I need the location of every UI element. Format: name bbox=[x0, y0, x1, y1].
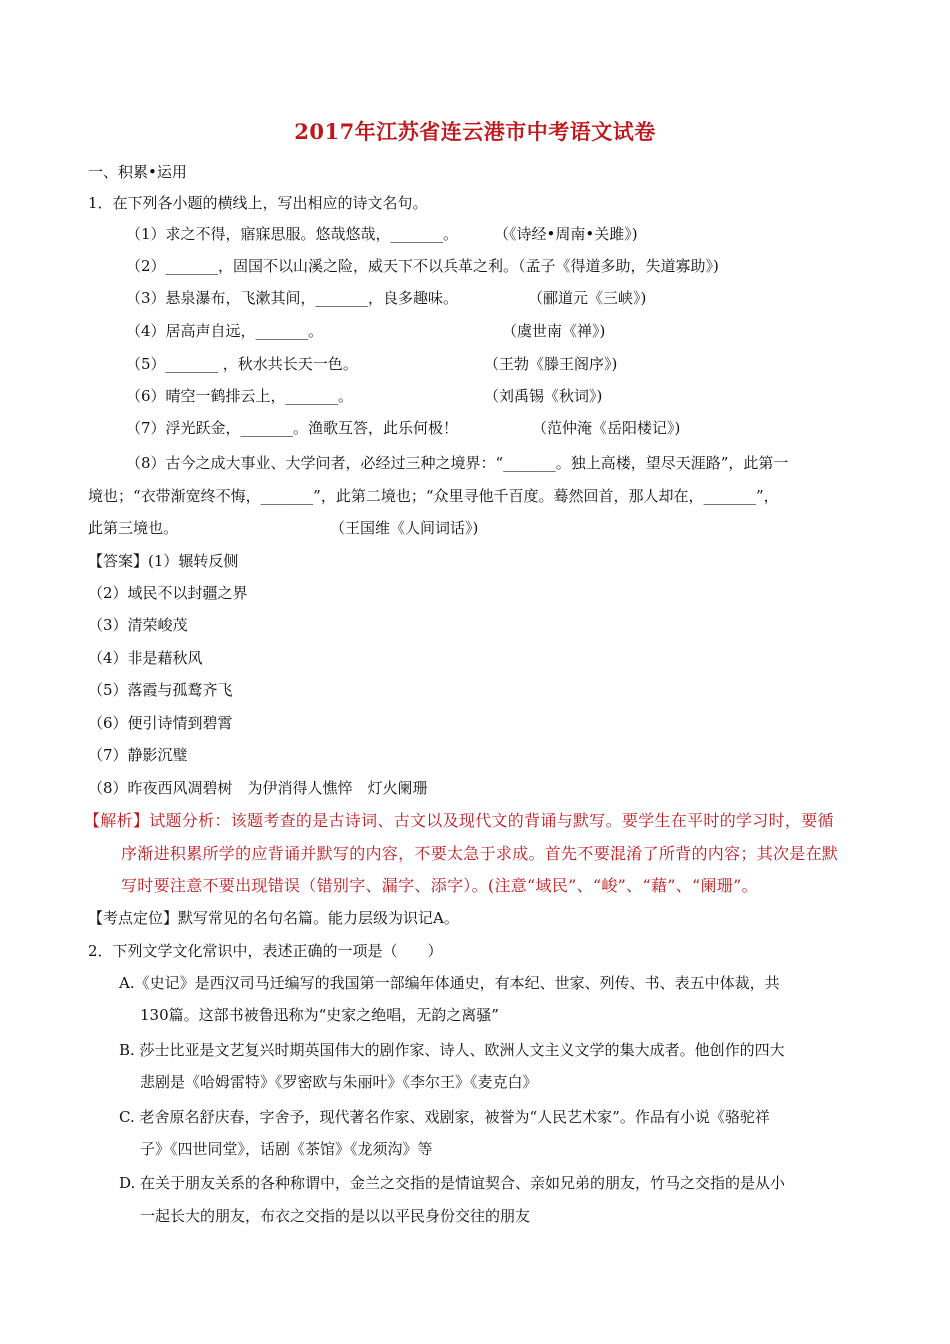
option-b-line2: 悲剧是《哈姆雷特》《罗密欧与朱丽叶》《李尔王》《麦克白》 bbox=[140, 1073, 538, 1091]
q1-item-text: （4）居高声自远，_______。 bbox=[126, 322, 324, 340]
question-1-stem: 1．在下列各小题的横线上，写出相应的诗文名句。 bbox=[88, 194, 428, 212]
answer-item: （8）昨夜西风凋碧树 为伊消得人憔悴 灯火阑珊 bbox=[88, 779, 428, 797]
q1-item-2 bbox=[126, 254, 719, 278]
answer-label: 【答案】(1）辗转反侧 bbox=[88, 552, 239, 570]
q1-item-4 bbox=[126, 319, 323, 343]
analysis-line-2: 序渐进积累所学的应背诵并默写的内容，不要太急于求成。首先不要混淆了所背的内容；其次是在默 bbox=[121, 844, 839, 863]
q1-item-5 bbox=[126, 352, 358, 376]
q1-item-text: （6）晴空一鹤排云上，_______。 bbox=[126, 387, 354, 405]
q1-item-3-source: （郦道元《三峡》) bbox=[528, 289, 647, 307]
page-title: 2017年江苏省连云港市中考语文试卷 bbox=[294, 119, 656, 144]
option-c-line2: 子》《四世同堂》，话剧《茶馆》《龙须沟》等 bbox=[140, 1140, 433, 1158]
option-c-line1: C. 老舍原名舒庆春，字舍予，现代著名作家、戏剧家，被誉为“人民艺术家”。作品有小说《骆驼祥 bbox=[119, 1108, 770, 1126]
option-a-line1: A.《史记》是西汉司马迁编写的我国第一部编年体通史，有本纪、世家、列传、书、表五中体裁，共 bbox=[119, 974, 780, 992]
q1-item-text: （3）悬泉瀑布，飞漱其间，_______，良多趣味。 bbox=[126, 289, 459, 307]
q1-item-1 bbox=[126, 222, 458, 246]
answer-item: （7）静影沉璧 bbox=[88, 746, 188, 764]
q1-item-8-line2: 境也；“衣带渐宽终不悔，_______”，此第二境也；“众里寻他千百度。蓦然回首，那人却在，_______”， bbox=[88, 487, 779, 505]
q1-item-7-source: （范仲淹《岳阳楼记》) bbox=[532, 419, 681, 437]
option-d-line2: 一起长大的朋友，布衣之交指的是以以平民身份交往的朋友 bbox=[140, 1207, 531, 1225]
q1-item-text: （7）浮光跃金，_______。渔歌互答，此乐何极！ bbox=[126, 419, 459, 437]
q1-item-7 bbox=[126, 416, 458, 440]
q1-item-text: （5）_______ ，秋水共长天一色。 bbox=[126, 355, 358, 373]
q1-item-8-line3: 此第三境也。 bbox=[88, 519, 179, 537]
section-heading: 一、积累•运用 bbox=[88, 163, 187, 181]
q1-item-6 bbox=[126, 384, 353, 408]
q1-item-text: （1）求之不得，寤寐思服。悠哉悠哉，_______。 bbox=[126, 225, 459, 243]
answer-item: （3）清荣峻茂 bbox=[88, 616, 188, 634]
q1-item-8-line1: （8）古今之成大事业、大学问者，必经过三种之境界：“_______。独上高楼，望尽天涯路”，此第一 bbox=[126, 454, 789, 472]
kaodian-line: 【考点定位】默写常见的名句名篇。能力层级为识记A。 bbox=[88, 909, 459, 927]
answer-item: （2）域民不以封疆之界 bbox=[88, 584, 248, 602]
option-b-line1: B. 莎士比亚是文艺复兴时期英国伟大的剧作家、诗人、欧洲人文主义文学的集大成者。他创作的四大 bbox=[119, 1041, 785, 1059]
analysis-line-1: 【解析】试题分析：该题考查的是古诗词、古文以及现代文的背诵与默写。要学生在平时的学习时，要循 bbox=[84, 811, 834, 830]
q1-item-3 bbox=[126, 286, 458, 310]
answer-item: （6）便引诗情到碧霄 bbox=[88, 714, 233, 732]
q1-item-text: （2）_______，固国不以山溪之险，威天下不以兵革之利。（孟子《得道多助，失道寡助》) bbox=[126, 257, 719, 275]
q1-item-5-source: （王勃《滕王阁序》) bbox=[484, 355, 618, 373]
q1-item-8-source: （王国维《人间词话》) bbox=[330, 519, 479, 537]
question-2-stem: 2．下列文学文化常识中，表述正确的一项是（ ） bbox=[88, 942, 443, 960]
q1-item-6-source: （刘禹锡《秋词》) bbox=[484, 387, 603, 405]
answer-item: （5）落霞与孤鹜齐飞 bbox=[88, 681, 233, 699]
q1-item-4-source: （虞世南《禅》) bbox=[502, 322, 606, 340]
answer-item: （4）非是藉秋风 bbox=[88, 649, 203, 667]
option-d-line1: D. 在关于朋友关系的各种称谓中，金兰之交指的是情谊契合、亲如兄弟的朋友，竹马之交指的是从小 bbox=[119, 1174, 786, 1192]
option-a-line2: 130篇。这部书被鲁迅称为“史家之绝唱，无韵之离骚” bbox=[140, 1006, 499, 1024]
analysis-line-3: 写时要注意不要出现错误（错别字、漏字、添字）。(注意“域民”、“峻”、“藉”、“阑珊”。 bbox=[121, 876, 758, 895]
q1-item-1-source: （《诗经•周南•关雎》) bbox=[494, 225, 638, 243]
